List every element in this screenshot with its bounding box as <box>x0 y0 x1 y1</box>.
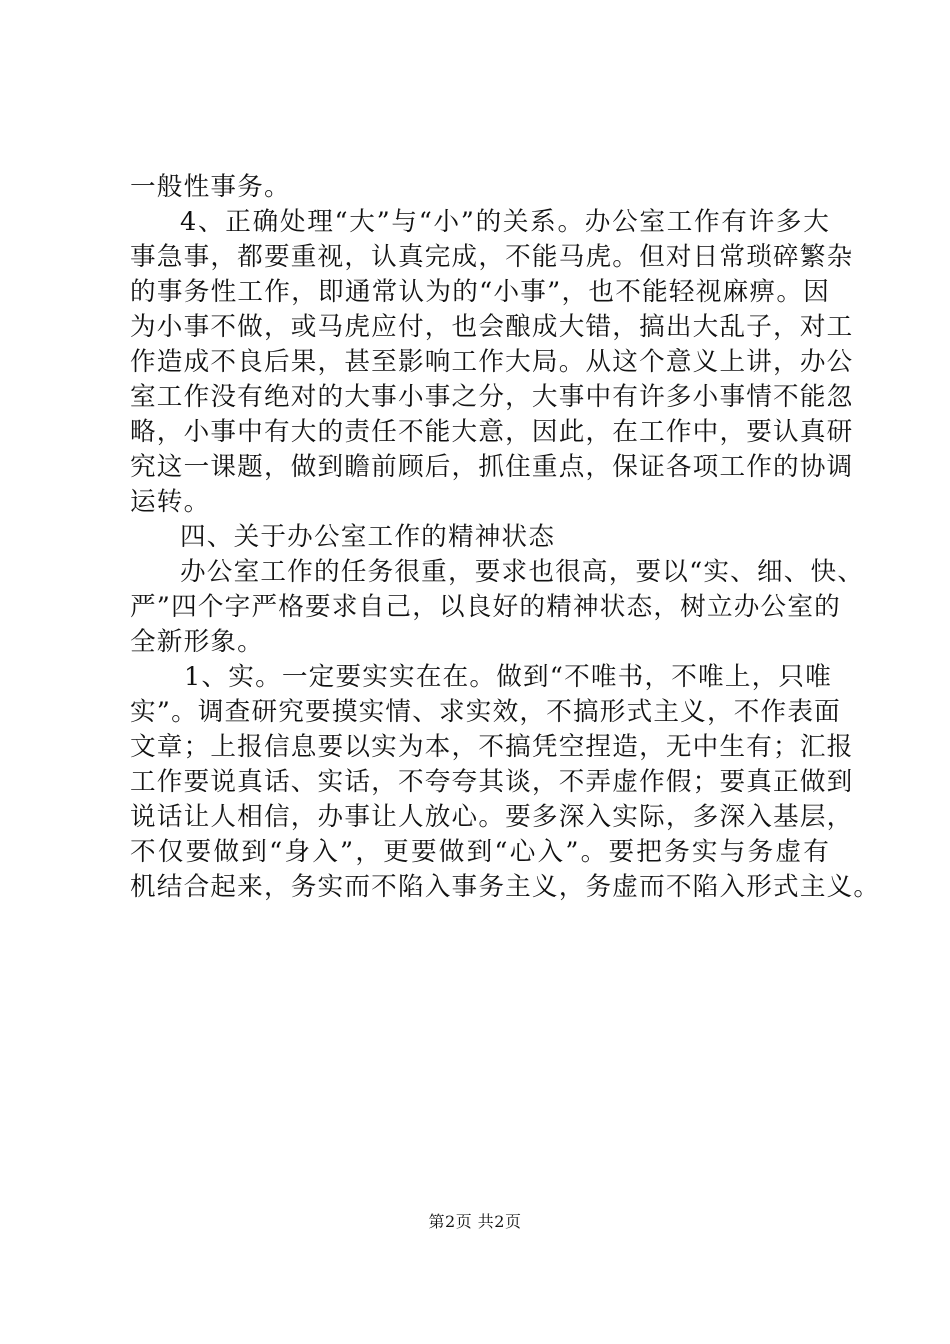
text-line: 全新形象。 <box>130 627 264 657</box>
text-line: 工作要说真话、实话，不夸夸其谈，不弄虚作假；要真正做到 <box>130 767 854 797</box>
text-line: 办公室工作的任务很重，要求也很高，要以“实、细、快、 <box>180 557 865 587</box>
text-line: 作造成不良后果，甚至影响工作大局。从这个意义上讲，办公 <box>130 347 854 377</box>
text-line: 一般性事务。 <box>130 172 291 202</box>
text-line: 实”。调查研究要摸实情、求实效，不搞形式主义，不作表面 <box>130 697 841 727</box>
text-line: 4、正确处理“大”与“小”的关系。办公室工作有许多大 <box>180 207 830 237</box>
text-line: 运转。 <box>130 487 211 517</box>
text-line: 室工作没有绝对的大事小事之分，大事中有许多小事情不能忽 <box>130 382 854 412</box>
text-line: 文章；上报信息要以实为本，不搞凭空捏造，无中生有；汇报 <box>130 732 854 762</box>
text-line: 1、实。一定要实实在在。做到“不唯书，不唯上，只唯 <box>184 662 833 692</box>
text-line: 严”四个字严格要求自己，以良好的精神状态，树立办公室的 <box>130 592 841 622</box>
text-line: 为小事不做，或马虎应付，也会酿成大错，搞出大乱子，对工 <box>130 312 854 342</box>
text-line: 说话让人相信，办事让人放心。要多深入实际，多深入基层， <box>130 802 854 832</box>
section-heading: 四、关于办公室工作的精神状态 <box>180 522 556 552</box>
text-line: 略，小事中有大的责任不能大意，因此，在工作中，要认真研 <box>130 417 854 447</box>
text-line: 机结合起来，务实而不陷入事务主义，务虚而不陷入形式主义。 <box>130 872 881 902</box>
text-line: 究这一课题，做到瞻前顾后，抓住重点，保证各项工作的协调 <box>130 452 854 482</box>
page-footer: 第2页 共2页 <box>428 1212 522 1231</box>
text-line: 事急事，都要重视，认真完成，不能马虎。但对日常琐碎繁杂 <box>130 242 854 272</box>
text-line: 的事务性工作，即通常认为的“小事”，也不能轻视麻痹。因 <box>130 277 830 307</box>
text-line: 不仅要做到“身入”，更要做到“心入”。要把务实与务虚有 <box>130 837 830 867</box>
document-body <box>130 170 881 905</box>
